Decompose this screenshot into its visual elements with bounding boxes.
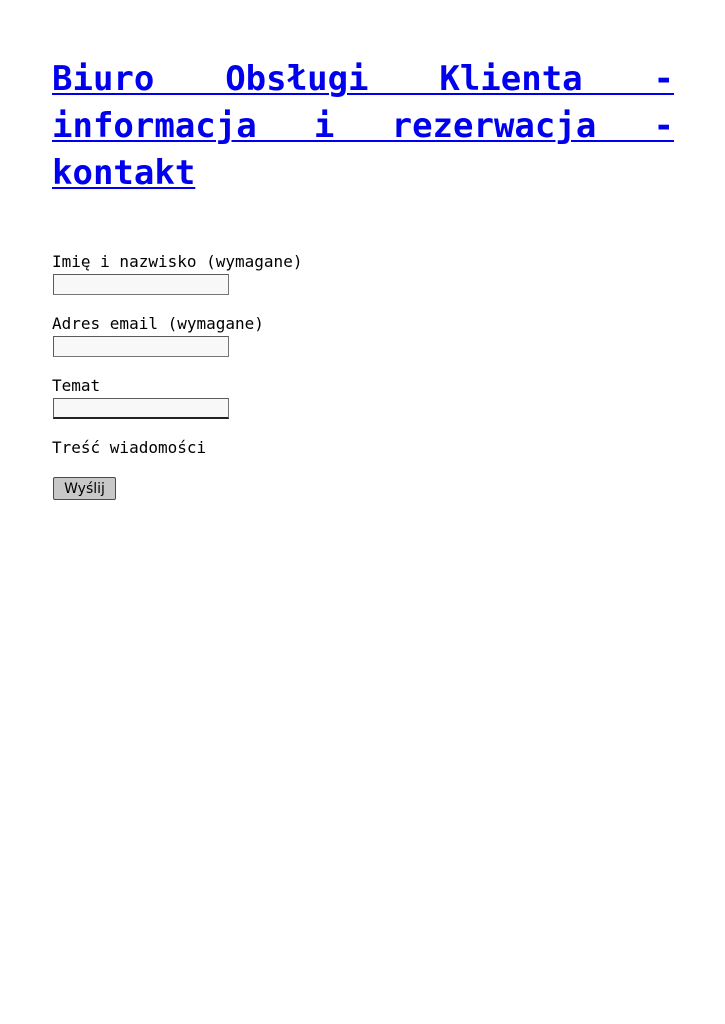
email-field-group: [52, 313, 302, 357]
email-label: Adres email (wymagane): [52, 314, 264, 333]
subject-input[interactable]: [53, 398, 229, 419]
page-title: [52, 56, 674, 197]
contact-form: [52, 251, 302, 518]
subject-label: Temat: [52, 376, 101, 395]
message-field-group: [52, 437, 302, 500]
name-input[interactable]: [53, 274, 229, 295]
email-input[interactable]: [53, 336, 229, 357]
name-field-group: [52, 251, 302, 295]
name-label: Imię i nazwisko (wymagane): [52, 252, 303, 271]
page-title-link[interactable]: Biuro Obsługi Klienta - informacja i rezerwacja - kontakt: [52, 59, 674, 193]
submit-button[interactable]: Wyślij: [53, 477, 116, 500]
message-label: Treść wiadomości: [52, 438, 207, 457]
subject-field-group: [52, 375, 302, 419]
page-content: [52, 0, 674, 497]
